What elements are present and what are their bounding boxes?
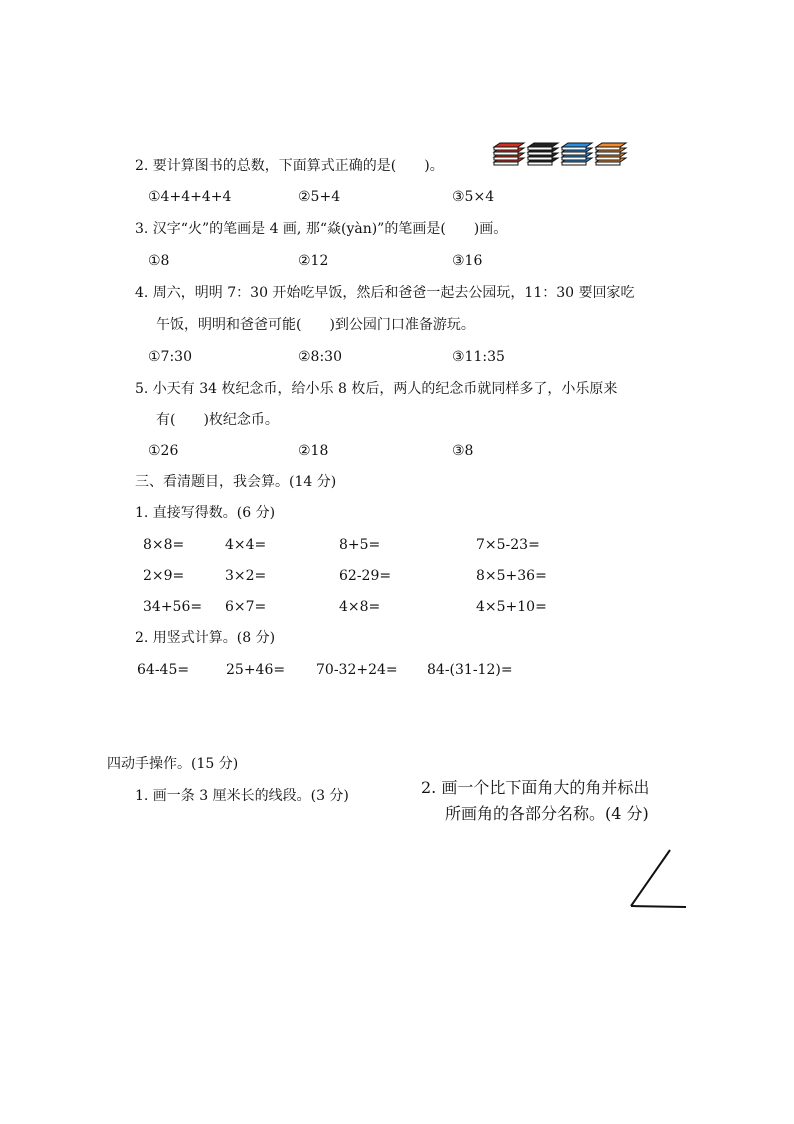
q2-option-3: ③5×4 <box>452 189 495 205</box>
q4-text-line2: 午饭，明明和爸爸可能( )到公园门口准备游玩。 <box>156 317 475 333</box>
section3-sub2: 2. 用竖式计算。(8 分) <box>135 630 276 646</box>
q3-option-3: ③16 <box>452 253 483 269</box>
section4-q1: 1. 画一条 3 厘米长的线段。(3 分) <box>135 788 349 804</box>
angle-ray-upper <box>631 850 670 906</box>
calc-r3-c2: 6×7= <box>225 599 267 615</box>
q5-option-2: ②18 <box>298 443 329 459</box>
section3-title: 三、看清题目，我会算。(14 分) <box>135 474 337 490</box>
q2-option-2: ②5+4 <box>298 189 341 205</box>
q5-option-3: ③8 <box>452 443 474 459</box>
angle-figure <box>622 842 696 914</box>
calc-r1-c4: 7×5-23= <box>476 537 540 553</box>
calc-r1-c2: 4×4= <box>225 537 267 553</box>
vertical-calc-3: 70-32+24= <box>316 662 398 678</box>
q5-text-line2: 有( )枚纪念币。 <box>156 412 279 428</box>
book-stack-blue <box>562 143 592 165</box>
q5-text-line1: 5. 小天有 34 枚纪念币，给小乐 8 枚后，两人的纪念币就同样多了，小乐原来 <box>135 381 618 397</box>
calc-r2-c2: 3×2= <box>225 568 267 584</box>
q3-option-2: ②12 <box>298 253 329 269</box>
calc-r3-c1: 34+56= <box>143 599 203 615</box>
calc-r2-c3: 62-29= <box>339 568 392 584</box>
q4-option-3: ③11:35 <box>452 349 505 365</box>
book-stack-black <box>528 143 558 165</box>
calc-r3-c4: 4×5+10= <box>476 599 547 615</box>
section4-title: 四动手操作。(15 分) <box>107 756 239 772</box>
q3-option-1: ①8 <box>148 253 170 269</box>
books-illustration <box>490 136 630 172</box>
book-stack-orange <box>596 143 626 165</box>
q4-option-1: ①7:30 <box>148 349 192 365</box>
calc-r1-c1: 8×8= <box>143 537 185 553</box>
vertical-calc-1: 64-45= <box>137 662 190 678</box>
vertical-calc-2: 25+46= <box>226 662 286 678</box>
section3-sub1: 1. 直接写得数。(6 分) <box>135 505 276 521</box>
calc-r2-c1: 2×9= <box>143 568 185 584</box>
q5-option-1: ①26 <box>148 443 179 459</box>
section4-q2-line1: 2. 画一个比下面角大的角并标出 <box>421 778 650 797</box>
angle-ray-lower <box>631 906 686 907</box>
book-stack-red <box>494 143 524 165</box>
q4-text-line1: 4. 周六，明明 7：30 开始吃早饭，然后和爸爸一起去公园玩，11：30 要回家吃 <box>135 285 635 301</box>
q3-text: 3. 汉字“火”的笔画是 4 画, 那“焱(yàn)”的笔画是( )画。 <box>135 221 508 237</box>
section4-q2-line2: 所画角的各部分名称。(4 分) <box>445 804 649 823</box>
calc-r1-c3: 8+5= <box>339 537 381 553</box>
calc-r2-c4: 8×5+36= <box>476 568 547 584</box>
calc-r3-c3: 4×8= <box>339 599 381 615</box>
vertical-calc-4: 84-(31-12)= <box>427 662 513 678</box>
q4-option-2: ②8:30 <box>298 349 342 365</box>
q2-option-1: ①4+4+4+4 <box>148 189 232 205</box>
q2-text: 2. 要计算图书的总数，下面算式正确的是( )。 <box>135 158 444 174</box>
